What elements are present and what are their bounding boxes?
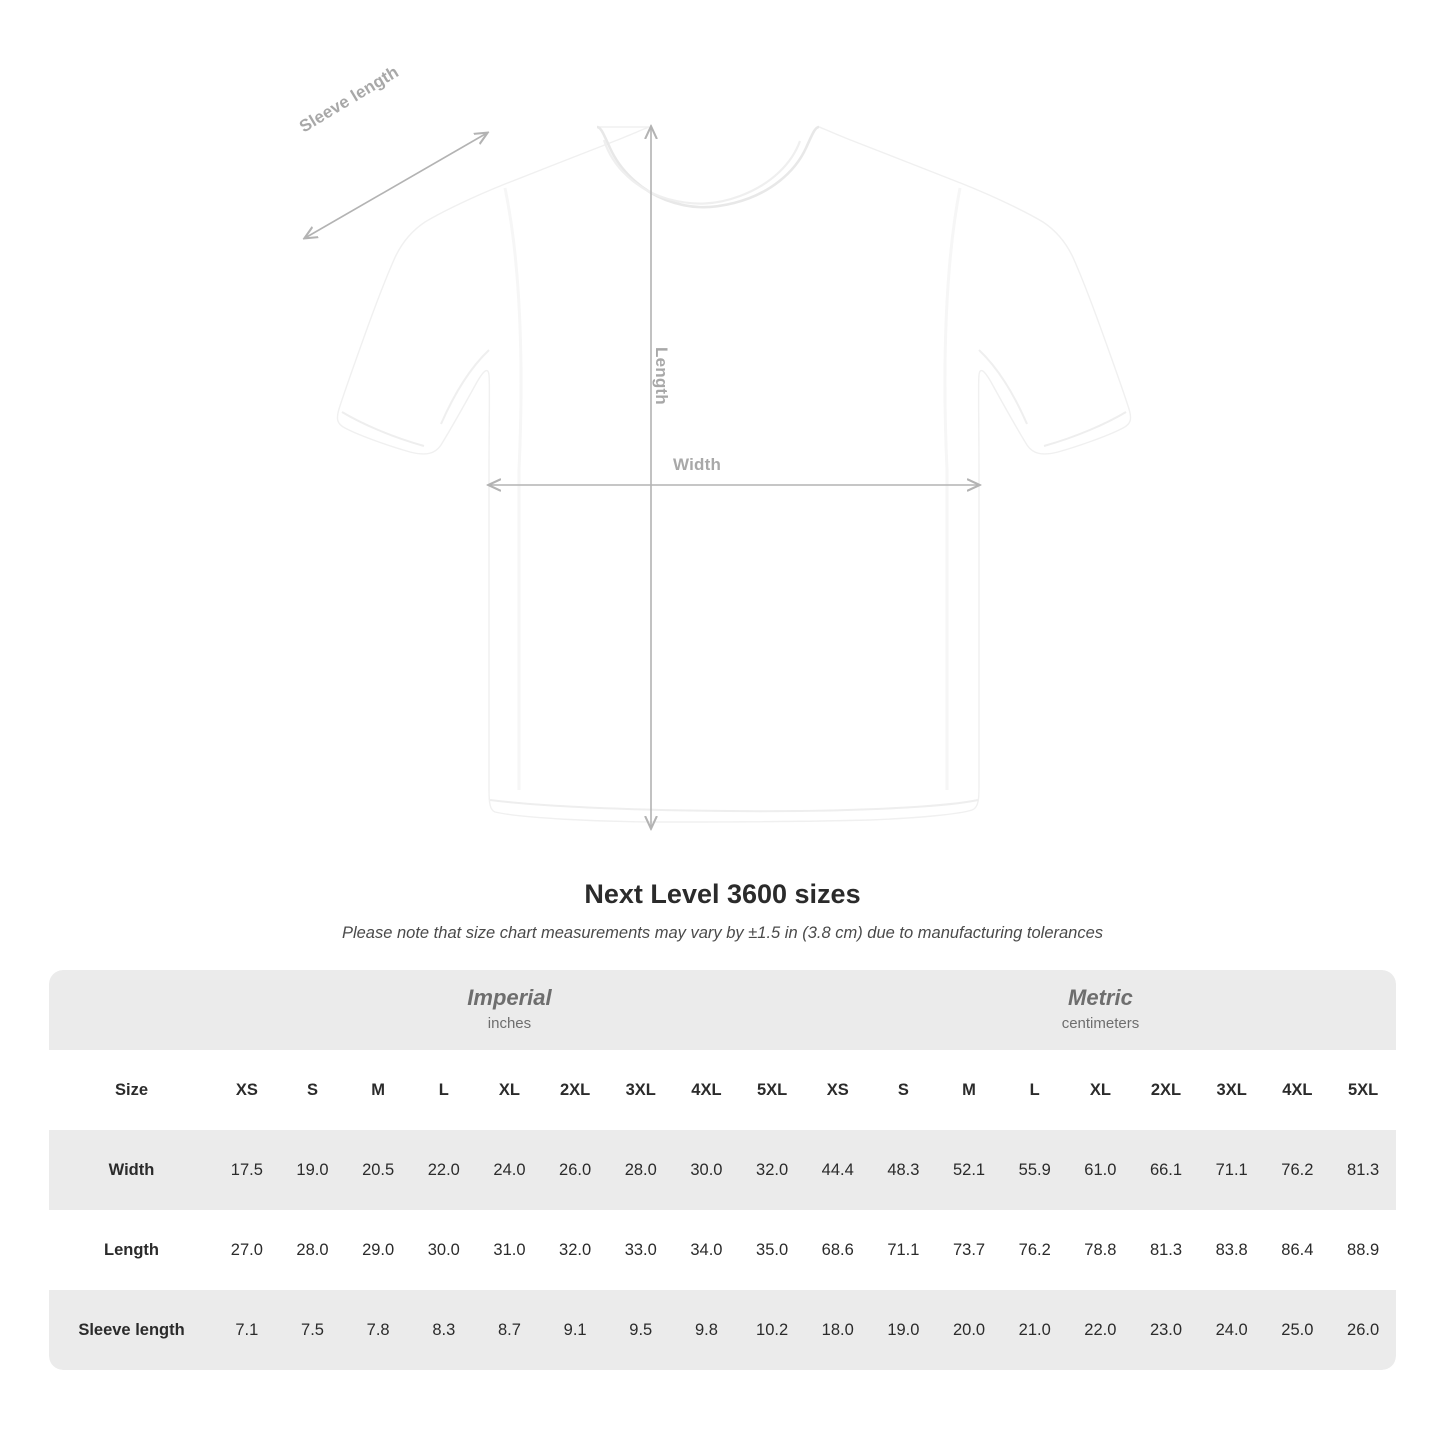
cell: 26.0 bbox=[1330, 1290, 1396, 1370]
cell: 22.0 bbox=[1068, 1290, 1134, 1370]
table-row bbox=[49, 1210, 1396, 1290]
cell: 76.2 bbox=[1002, 1210, 1068, 1290]
cell: 8.3 bbox=[411, 1290, 477, 1370]
size-header-cell: XS bbox=[805, 1050, 871, 1130]
size-header-cell: M bbox=[345, 1050, 411, 1130]
cell: 81.3 bbox=[1133, 1210, 1199, 1290]
unit-header-row bbox=[49, 970, 1396, 1050]
cell: 31.0 bbox=[477, 1210, 543, 1290]
size-header-cell: XL bbox=[1068, 1050, 1134, 1130]
row-label-length: Length bbox=[49, 1210, 214, 1290]
cell: 22.0 bbox=[411, 1130, 477, 1210]
cell: 34.0 bbox=[674, 1210, 740, 1290]
cell: 35.0 bbox=[739, 1210, 805, 1290]
cell: 7.5 bbox=[280, 1290, 346, 1370]
cell: 21.0 bbox=[1002, 1290, 1068, 1370]
size-header-cell: 2XL bbox=[542, 1050, 608, 1130]
size-header-row bbox=[49, 1050, 1396, 1130]
cell: 81.3 bbox=[1330, 1130, 1396, 1210]
cell: 25.0 bbox=[1265, 1290, 1331, 1370]
size-header-cell: 5XL bbox=[739, 1050, 805, 1130]
size-header-cell: 4XL bbox=[674, 1050, 740, 1130]
cell: 73.7 bbox=[936, 1210, 1002, 1290]
row-label-sleeve-length: Sleeve length bbox=[49, 1290, 214, 1370]
cell: 76.2 bbox=[1265, 1130, 1331, 1210]
sleeve-length-label: Sleeve length bbox=[296, 62, 402, 137]
cell: 44.4 bbox=[805, 1130, 871, 1210]
unit-group-metric-sub: centimeters bbox=[1061, 1014, 1140, 1032]
length-label: Length bbox=[652, 347, 671, 405]
cell: 28.0 bbox=[280, 1210, 346, 1290]
cell: 24.0 bbox=[477, 1130, 543, 1210]
cell: 23.0 bbox=[1133, 1290, 1199, 1370]
cell: 61.0 bbox=[1068, 1130, 1134, 1210]
cell: 17.5 bbox=[214, 1130, 280, 1210]
cell: 88.9 bbox=[1330, 1210, 1396, 1290]
size-header-cell: S bbox=[871, 1050, 937, 1130]
size-table bbox=[49, 970, 1396, 1370]
cell: 30.0 bbox=[674, 1130, 740, 1210]
cell: 68.6 bbox=[805, 1210, 871, 1290]
cell: 55.9 bbox=[1002, 1130, 1068, 1210]
size-header-cell: XL bbox=[477, 1050, 543, 1130]
table-row bbox=[49, 1130, 1396, 1210]
page-title: Next Level 3600 sizes bbox=[584, 879, 861, 909]
unit-header-spacer bbox=[49, 970, 214, 1050]
width-label: Width bbox=[673, 455, 722, 474]
unit-group-imperial bbox=[214, 970, 805, 1050]
cell: 66.1 bbox=[1133, 1130, 1199, 1210]
cell: 24.0 bbox=[1199, 1290, 1265, 1370]
cell: 48.3 bbox=[871, 1130, 937, 1210]
cell: 19.0 bbox=[280, 1130, 346, 1210]
size-header-cell: L bbox=[411, 1050, 477, 1130]
cell: 9.5 bbox=[608, 1290, 674, 1370]
size-header-cell: 3XL bbox=[608, 1050, 674, 1130]
size-header-cell: 2XL bbox=[1133, 1050, 1199, 1130]
cell: 32.0 bbox=[739, 1130, 805, 1210]
cell: 27.0 bbox=[214, 1210, 280, 1290]
cell: 86.4 bbox=[1265, 1210, 1331, 1290]
cell: 83.8 bbox=[1199, 1210, 1265, 1290]
tshirt-shape bbox=[337, 127, 1130, 822]
cell: 7.1 bbox=[214, 1290, 280, 1370]
cell: 10.2 bbox=[739, 1290, 805, 1370]
size-table-container bbox=[49, 970, 1396, 1370]
size-header-cell: 3XL bbox=[1199, 1050, 1265, 1130]
row-label-size: Size bbox=[49, 1050, 214, 1130]
title-block bbox=[0, 879, 1445, 943]
unit-group-imperial-sub: inches bbox=[487, 1014, 532, 1032]
unit-group-imperial-name: Imperial bbox=[467, 985, 552, 1011]
size-header-cell: 5XL bbox=[1330, 1050, 1396, 1130]
unit-group-metric-name: Metric bbox=[1068, 985, 1133, 1011]
size-header-cell: M bbox=[936, 1050, 1002, 1130]
cell: 20.5 bbox=[345, 1130, 411, 1210]
size-header-cell: 4XL bbox=[1265, 1050, 1331, 1130]
cell: 52.1 bbox=[936, 1130, 1002, 1210]
table-row bbox=[49, 1290, 1396, 1370]
cell: 78.8 bbox=[1068, 1210, 1134, 1290]
tolerance-note: Please note that size chart measurements may vary by ±1.5 in (3.8 cm) due to manufacturing tolerances bbox=[341, 924, 1104, 942]
cell: 71.1 bbox=[1199, 1130, 1265, 1210]
cell: 71.1 bbox=[871, 1210, 937, 1290]
cell: 26.0 bbox=[542, 1130, 608, 1210]
row-label-width: Width bbox=[49, 1130, 214, 1210]
cell: 33.0 bbox=[608, 1210, 674, 1290]
cell: 20.0 bbox=[936, 1290, 1002, 1370]
cell: 18.0 bbox=[805, 1290, 871, 1370]
unit-group-metric bbox=[805, 970, 1396, 1050]
cell: 9.1 bbox=[542, 1290, 608, 1370]
size-header-cell: L bbox=[1002, 1050, 1068, 1130]
cell: 7.8 bbox=[345, 1290, 411, 1370]
size-header-cell: S bbox=[280, 1050, 346, 1130]
cell: 28.0 bbox=[608, 1130, 674, 1210]
cell: 30.0 bbox=[411, 1210, 477, 1290]
cell: 29.0 bbox=[345, 1210, 411, 1290]
cell: 8.7 bbox=[477, 1290, 543, 1370]
cell: 32.0 bbox=[542, 1210, 608, 1290]
size-header-cell: XS bbox=[214, 1050, 280, 1130]
cell: 19.0 bbox=[871, 1290, 937, 1370]
cell: 9.8 bbox=[674, 1290, 740, 1370]
